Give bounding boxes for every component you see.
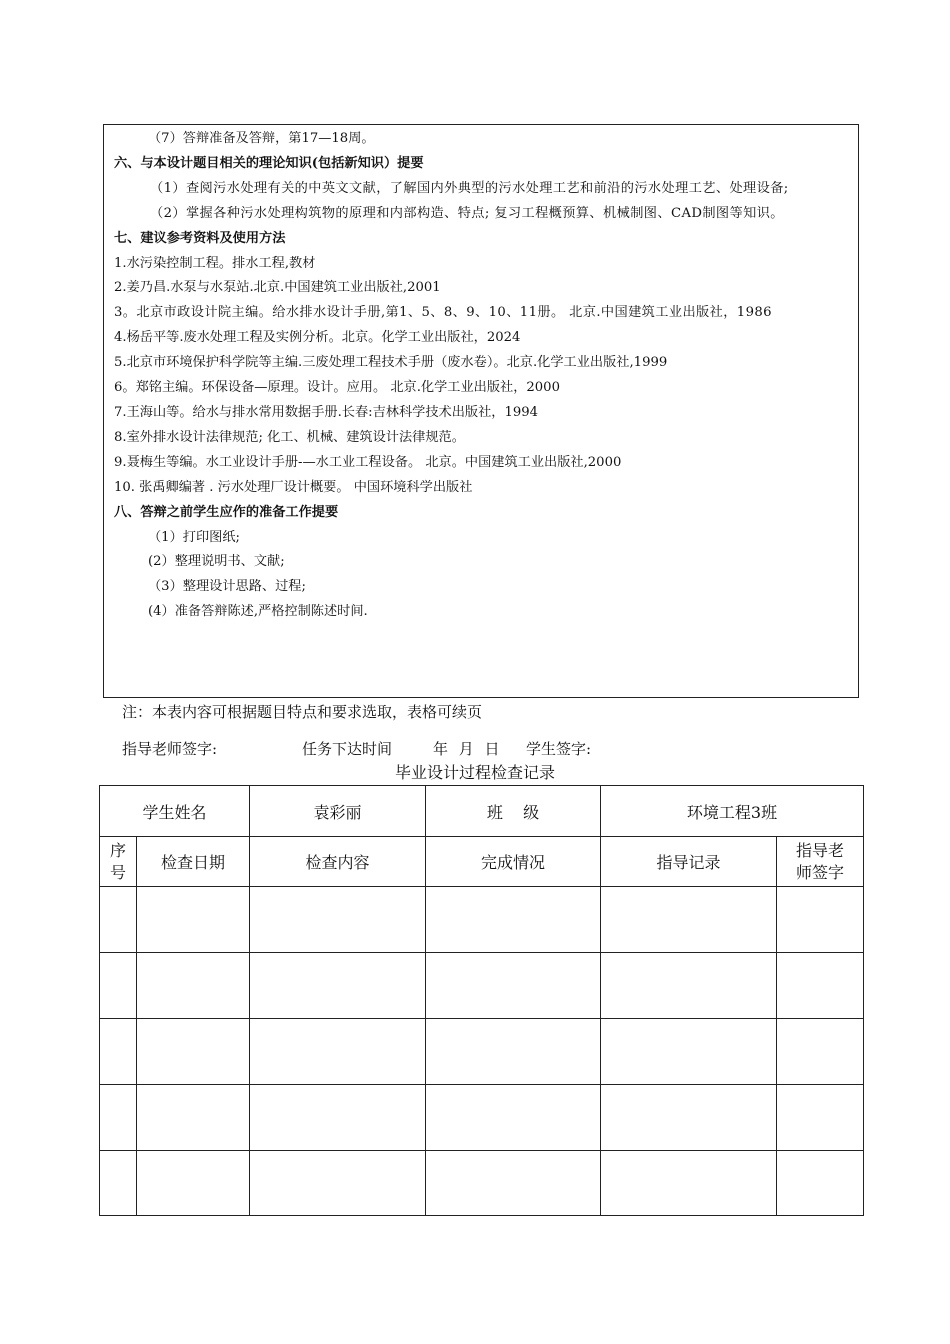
- header-completion: 完成情况: [426, 837, 601, 887]
- cell-empty[interactable]: [601, 1019, 777, 1085]
- header-row: [100, 837, 864, 887]
- cell-empty[interactable]: [426, 1151, 601, 1216]
- cell-empty[interactable]: [426, 887, 601, 953]
- prep-item-2: (2）整理说明书、文献;: [148, 554, 285, 570]
- cell-empty[interactable]: [100, 953, 137, 1019]
- header-guidance-record: 指导记录: [601, 837, 777, 887]
- cell-empty[interactable]: [137, 1019, 250, 1085]
- student-signature-label: 学生签字:: [526, 740, 592, 758]
- cell-empty[interactable]: [777, 887, 864, 953]
- cell-empty[interactable]: [777, 1085, 864, 1151]
- table-row: [100, 1019, 864, 1085]
- cell-empty[interactable]: [100, 1019, 137, 1085]
- cell-empty[interactable]: [250, 1019, 426, 1085]
- cell-empty[interactable]: [426, 1085, 601, 1151]
- cell-empty[interactable]: [137, 887, 250, 953]
- reference-item-2: 2.姜乃昌.水泵与水泵站.北京.中国建筑工业出版社,2001: [114, 280, 441, 296]
- class-label: 班 级: [426, 786, 601, 837]
- reference-item-7: 7.王海山等。给水与排水常用数据手册.长春:吉林科学技术出版社，1994: [114, 404, 539, 420]
- table-note: 注：本表内容可根据题目特点和要求选取，表格可续页: [122, 703, 483, 721]
- section-heading-preparation: 八、答辩之前学生应作的准备工作提要: [114, 504, 339, 520]
- cell-empty[interactable]: [100, 1151, 137, 1216]
- cell-empty[interactable]: [601, 1085, 777, 1151]
- reference-item-1: 1.水污染控制工程。排水工程,教材: [114, 255, 316, 271]
- section-heading-theory: 六、与本设计题目相关的理论知识(包括新知识）提要: [114, 155, 424, 171]
- reference-item-8: 8.室外排水设计法律规范; 化工、机械、建筑设计法律规范。: [114, 429, 465, 445]
- prep-item-1: （1）打印图纸;: [148, 529, 240, 545]
- task-time-label: 任务下达时间: [302, 740, 393, 758]
- cell-empty[interactable]: [137, 1085, 250, 1151]
- advisor-signature-label: 指导老师签字:: [122, 740, 218, 758]
- task-content-box: [103, 124, 859, 698]
- student-name-value: 袁彩丽: [250, 786, 426, 837]
- cell-empty[interactable]: [777, 953, 864, 1019]
- class-value: 环境工程3班: [601, 786, 864, 837]
- section-heading-references: 七、建议参考资料及使用方法: [114, 230, 286, 246]
- reference-item-6: 6。郑铭主编。环保设备—原理。设计。应用。 北京.化学工业出版社，2000: [114, 380, 560, 396]
- cell-empty[interactable]: [426, 1019, 601, 1085]
- cell-empty[interactable]: [426, 953, 601, 1019]
- reference-item-3: 3。北京市政设计院主编。给水排水设计手册,第1、5、8、9、10、11册。 北京.中国建筑工业出版社，1986: [114, 305, 772, 321]
- cell-empty[interactable]: [100, 887, 137, 953]
- prep-item-3: （3）整理设计思路、过程;: [148, 579, 306, 595]
- table-row: [100, 953, 864, 1019]
- student-name-label: 学生姓名: [100, 786, 250, 837]
- cell-empty[interactable]: [250, 887, 426, 953]
- process-check-table: [99, 785, 864, 1216]
- cell-empty[interactable]: [601, 953, 777, 1019]
- cell-empty[interactable]: [250, 953, 426, 1019]
- header-advisor-signature: 指导老师签字: [777, 837, 864, 887]
- cell-empty[interactable]: [601, 887, 777, 953]
- header-index: 序号: [100, 837, 137, 887]
- reference-item-5: 5.北京市环境保护科学院等主编.三废处理工程技术手册（废水卷）。北京.化学工业出版社,1999: [114, 355, 668, 371]
- header-check-date: 检查日期: [137, 837, 250, 887]
- cell-empty[interactable]: [250, 1085, 426, 1151]
- date-label: 年 月 日: [433, 740, 500, 758]
- cell-empty[interactable]: [601, 1151, 777, 1216]
- text-line-schedule: （7）答辩准备及答辩，第17—18周。: [148, 131, 375, 146]
- reference-item-9: 9.聂梅生等编。水工业设计手册-—水工业工程设备。 北京。中国建筑工业出版社,2000: [114, 454, 622, 470]
- reference-item-4: 4.杨岳平等.废水处理工程及实例分析。北京。化学工业出版社，2024: [114, 330, 521, 346]
- prep-item-4: (4）准备答辩陈述,严格控制陈述时间.: [148, 604, 368, 620]
- student-info-row: [100, 786, 864, 837]
- cell-empty[interactable]: [777, 1151, 864, 1216]
- cell-empty[interactable]: [137, 1151, 250, 1216]
- table-row: [100, 1085, 864, 1151]
- reference-item-10: 10. 张禹卿编著 . 污水处理厂设计概要。 中国环境科学出版社: [114, 479, 473, 495]
- cell-empty[interactable]: [137, 953, 250, 1019]
- cell-empty[interactable]: [777, 1019, 864, 1085]
- text-theory-1: （1）查阅污水处理有关的中英文文献，了解国内外典型的污水处理工艺和前沿的污水处理工艺、处理设备;: [150, 180, 789, 196]
- table-row: [100, 1151, 864, 1216]
- text-theory-2: （2）掌握各种污水处理构筑物的原理和内部构造、特点; 复习工程概预算、机械制图、CAD制图等知识。: [150, 205, 784, 221]
- record-table-title: 毕业设计过程检查记录: [394, 763, 555, 782]
- cell-empty[interactable]: [100, 1085, 137, 1151]
- header-check-content: 检查内容: [250, 837, 426, 887]
- cell-empty[interactable]: [250, 1151, 426, 1216]
- table-row: [100, 887, 864, 953]
